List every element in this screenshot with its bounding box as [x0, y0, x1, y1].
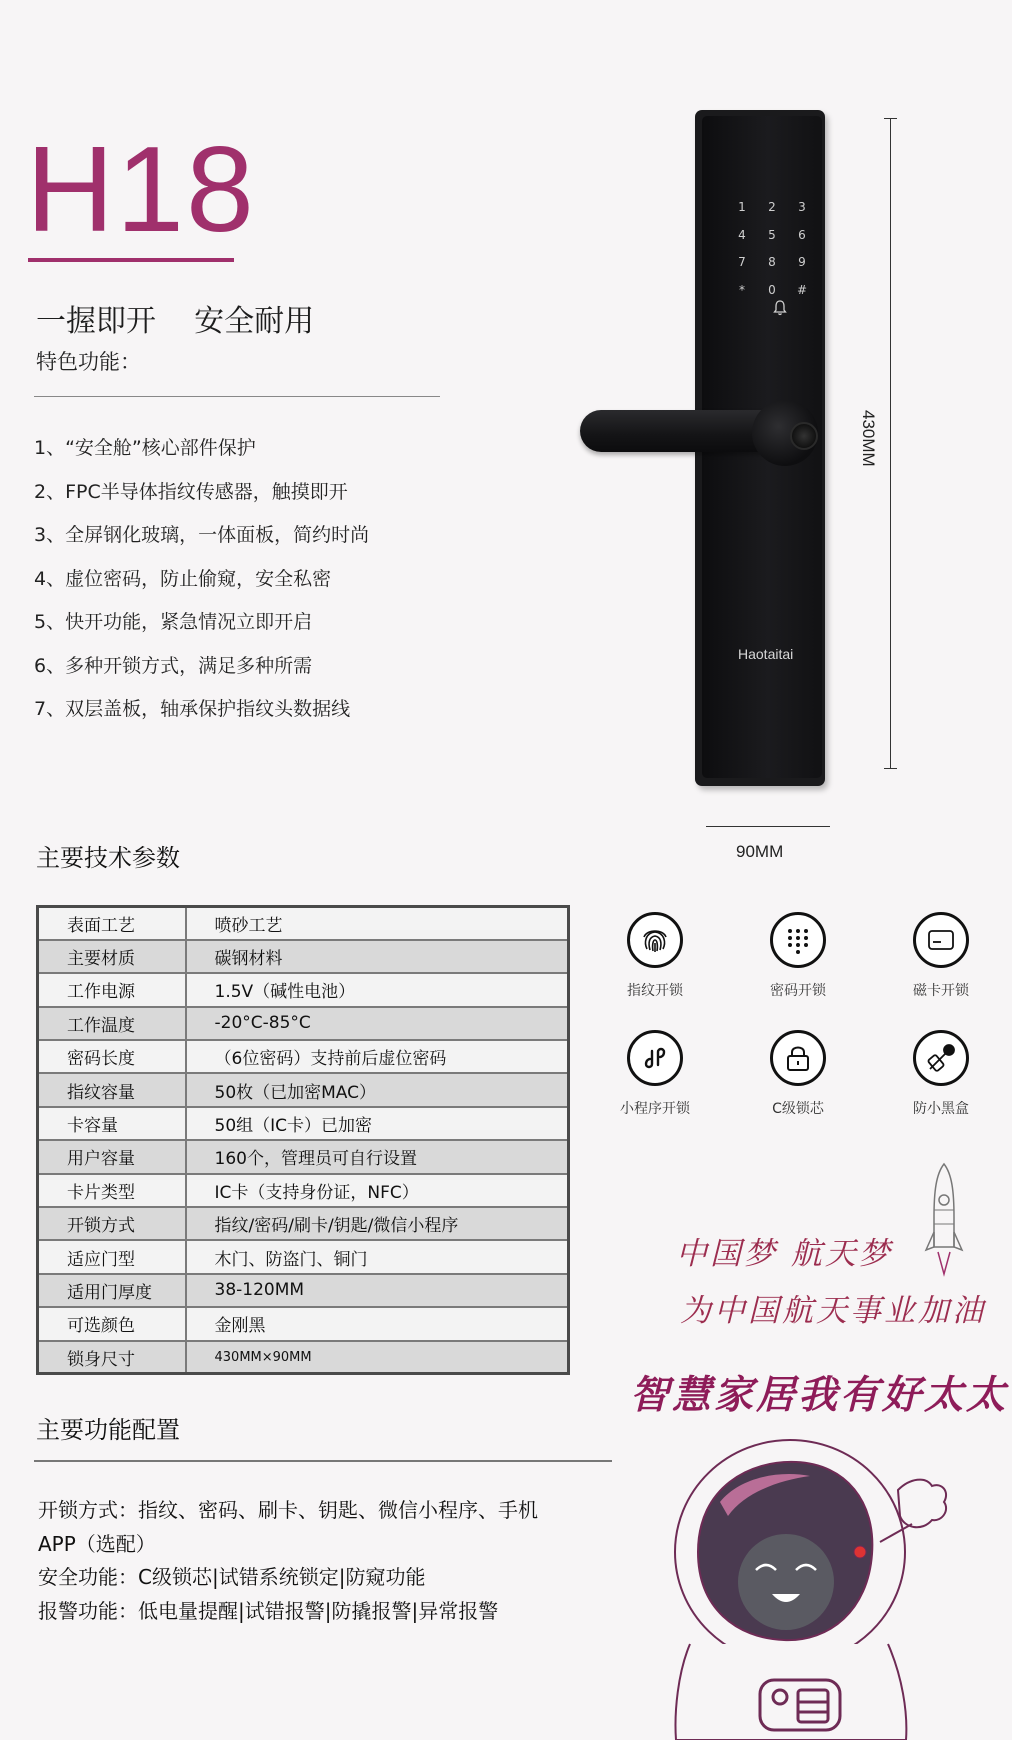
spec-value: 金刚黑: [186, 1307, 569, 1340]
feature-item: 4、虚位密码，防止偷窥，安全私密: [34, 567, 332, 590]
rocket-icon: [924, 1162, 964, 1277]
spec-row: [38, 1107, 569, 1140]
divider: [34, 1460, 612, 1462]
spec-value: 160个，管理员可自行设置: [186, 1140, 569, 1173]
icon-label: 防小黑盒: [913, 1101, 969, 1117]
keypad-key: 5: [768, 227, 776, 242]
spec-key: 表面工艺: [38, 907, 186, 940]
spec-key: 工作电源: [38, 973, 186, 1006]
keypad-key: 7: [738, 255, 746, 269]
spec-row: [38, 1040, 569, 1073]
spec-value: IC卡（支持身份证，NFC）: [186, 1174, 569, 1207]
spec-value: 1.5V（碱性电池）: [186, 973, 569, 1006]
unlock-method-mini-program: [595, 1030, 715, 1118]
keypad-key: 9: [798, 255, 806, 269]
spec-key: 卡片类型: [38, 1174, 186, 1207]
feature-item: 7、双层盖板，轴承保护指纹头数据线: [34, 698, 351, 720]
spec-key: 工作温度: [38, 1007, 186, 1040]
spec-key: 开锁方式: [38, 1207, 186, 1240]
divider: [34, 396, 440, 397]
model-underline: [28, 258, 234, 262]
function-security: 安全功能：C级锁芯|试错系统锁定|防窥功能: [38, 1565, 426, 1589]
bell-icon: [773, 300, 787, 316]
spec-row: [38, 907, 569, 940]
keypad-key: #: [796, 282, 808, 297]
keypad-icon: [770, 912, 826, 968]
keypad-key: 6: [798, 227, 806, 242]
promo-line-3: 智慧家居我有好太太: [630, 1372, 1009, 1418]
function-alarm: 报警功能：低电量提醒|试错报警|防撬报警|异常报警: [38, 1598, 499, 1623]
keypad-key: 2: [768, 200, 776, 214]
spec-value: 指纹/密码/刷卡/钥匙/微信小程序: [186, 1207, 569, 1240]
spec-value: （6位密码）支持前后虚位密码: [186, 1040, 569, 1073]
promo-line-1: 中国梦 航天梦: [676, 1236, 893, 1272]
spec-value: 430MM×90MM: [186, 1341, 569, 1374]
dimension-cap: [884, 118, 897, 119]
feature-item: 6、多种开锁方式，满足多种所需: [34, 654, 313, 677]
height-label: 430MM: [859, 410, 878, 467]
spec-value: 木门、防盗门、铜门: [186, 1240, 569, 1273]
functions-list: [38, 1494, 618, 1628]
keypad-key: 0: [768, 282, 776, 297]
feature-list: [34, 434, 369, 739]
spec-row: [38, 1007, 569, 1040]
spec-row: [38, 1207, 569, 1240]
mini-program-icon: [627, 1030, 683, 1086]
spec-key: 适应门型: [38, 1240, 186, 1273]
function-unlock-methods-cont: APP（选配）: [38, 1531, 156, 1556]
keypad-key: 3: [798, 200, 806, 214]
icon-label: 指纹开锁: [627, 983, 683, 999]
lock-keypad: [727, 200, 817, 300]
width-label: 90MM: [736, 842, 784, 861]
promo-line-2: 为中国航天事业加油: [680, 1293, 986, 1329]
unlock-method-fingerprint: [595, 912, 715, 1000]
unlock-method-c-grade-cylinder: [738, 1030, 858, 1118]
unlock-method-anti-black-box: [881, 1030, 1001, 1118]
spec-key: 主要材质: [38, 940, 186, 973]
spec-key: 卡容量: [38, 1107, 186, 1140]
fingerprint-sensor: [790, 422, 818, 450]
features-title: 特色功能：: [36, 350, 141, 374]
brand-logo: Haotaitai: [738, 646, 794, 662]
icon-label: 磁卡开锁: [913, 983, 969, 999]
spec-value: 50枚（已加密MAC）: [186, 1073, 569, 1106]
functions-title: 主要功能配置: [36, 1416, 180, 1444]
spec-key: 密码长度: [38, 1040, 186, 1073]
spec-table: [36, 905, 570, 1375]
keypad-key: 4: [738, 227, 746, 242]
feature-item: 2、FPC半导体指纹传感器，触摸即开: [34, 480, 348, 503]
spec-row: [38, 1073, 569, 1106]
spec-row: [38, 973, 569, 1006]
icon-label: C级锁芯: [772, 1101, 824, 1117]
anti-black-box-icon: [913, 1030, 969, 1086]
spec-key: 锁身尺寸: [38, 1341, 186, 1374]
feature-item: 1、“安全舱”核心部件保护: [34, 437, 256, 459]
spec-value: 38-120MM: [186, 1274, 569, 1307]
spec-key: 指纹容量: [38, 1073, 186, 1106]
unlock-method-card: [881, 912, 1001, 1000]
width-dimension-line: [706, 826, 830, 827]
spec-value: 喷砂工艺: [186, 907, 569, 940]
spec-row: [38, 1140, 569, 1173]
model-name: H18: [26, 121, 256, 257]
icon-label: 密码开锁: [770, 983, 826, 999]
keypad-key: *: [739, 282, 745, 297]
card-icon: [913, 912, 969, 968]
keypad-key: 1: [738, 200, 746, 214]
spec-row: [38, 1240, 569, 1273]
spec-row: [38, 1174, 569, 1207]
spec-row: [38, 1341, 569, 1374]
slogan: 一握即开 安全耐用: [36, 304, 315, 339]
spec-row: [38, 1274, 569, 1307]
spec-value: 碳钢材料: [186, 940, 569, 973]
function-unlock-methods: 开锁方式：指纹、密码、刷卡、钥匙、微信小程序、手机: [38, 1498, 538, 1522]
spec-row: [38, 940, 569, 973]
dimension-cap: [884, 768, 897, 769]
spec-value: -20°C-85°C: [186, 1007, 569, 1040]
unlock-method-password: [738, 912, 858, 1000]
spec-value: 50组（IC卡）已加密: [186, 1107, 569, 1140]
feature-item: 3、全屏钢化玻璃，一体面板，简约时尚: [34, 524, 370, 546]
spec-key: 用户容量: [38, 1140, 186, 1173]
keypad-key: 8: [768, 255, 776, 269]
fingerprint-icon: [627, 912, 683, 968]
height-dimension-line: [890, 118, 891, 768]
padlock-icon: [770, 1030, 826, 1086]
spec-row: [38, 1307, 569, 1340]
spec-key: 可选颜色: [38, 1307, 186, 1340]
icon-label: 小程序开锁: [620, 1101, 690, 1117]
spec-title: 主要技术参数: [36, 844, 180, 872]
feature-item: 5、快开功能，紧急情况立即开启: [34, 611, 313, 633]
spec-key: 适用门厚度: [38, 1274, 186, 1307]
astronaut-illustration: [650, 1432, 990, 1740]
